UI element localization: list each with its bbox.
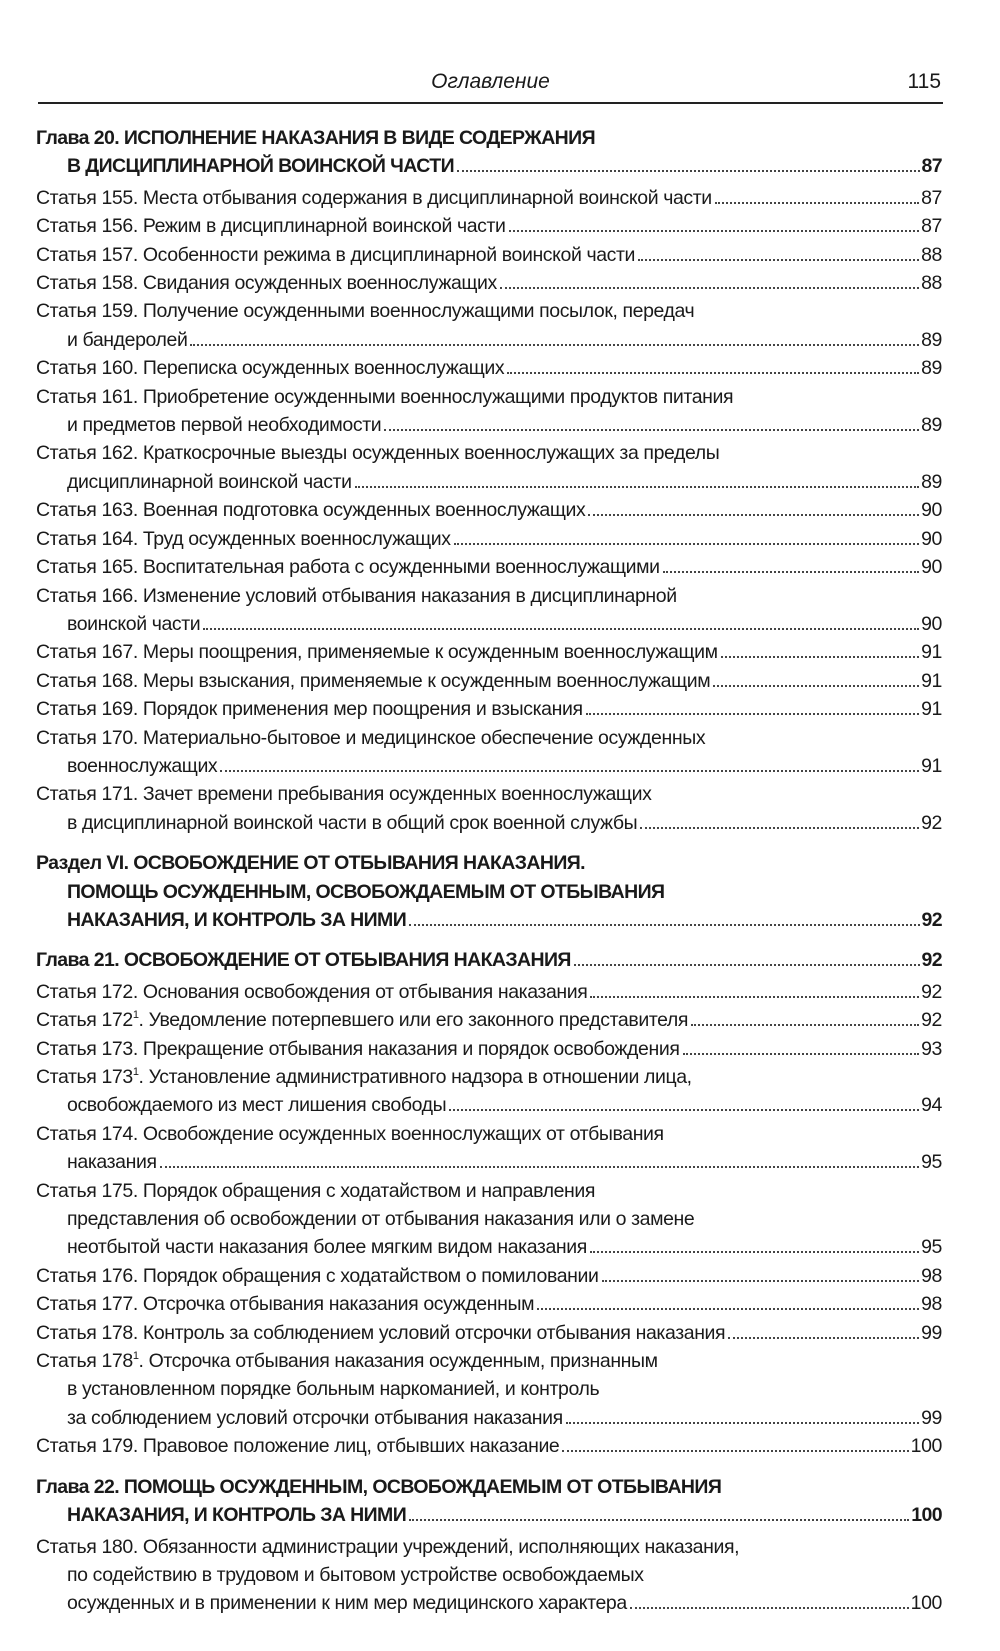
entry-page-number: 92 bbox=[921, 949, 942, 972]
dot-leader bbox=[590, 1251, 919, 1253]
toc-article-entry bbox=[36, 1533, 942, 1618]
entry-text bbox=[36, 439, 719, 467]
entry-text bbox=[67, 468, 352, 496]
toc-article-entry bbox=[36, 1063, 942, 1120]
entry-title: В ДИСЦИПЛИНАРНОЙ ВОИНСКОЙ ЧАСТИ bbox=[67, 155, 454, 178]
toc-line bbox=[36, 1589, 942, 1617]
toc-line bbox=[36, 1262, 942, 1290]
toc-line bbox=[36, 978, 942, 1006]
toc-line bbox=[36, 638, 942, 666]
toc-line bbox=[36, 383, 942, 411]
entry-title: . Получение осужденными военнослужащими посылок, передач bbox=[132, 300, 695, 323]
running-header bbox=[38, 66, 943, 104]
article-number: Статья 157 bbox=[36, 243, 133, 266]
toc-article-entry bbox=[36, 638, 942, 666]
entry-text bbox=[36, 946, 571, 974]
entry-text bbox=[36, 241, 635, 269]
entry-page-number: 99 bbox=[921, 1321, 942, 1344]
toc-line bbox=[36, 124, 942, 152]
dot-leader bbox=[220, 770, 919, 772]
toc-line bbox=[36, 184, 942, 212]
toc-article-entry bbox=[36, 184, 942, 212]
entry-text bbox=[36, 354, 504, 382]
toc-article-entry bbox=[36, 297, 942, 354]
article-number: Статья 173 bbox=[36, 1066, 133, 1088]
toc-article-entry bbox=[36, 553, 942, 581]
entry-page-number: 90 bbox=[921, 499, 942, 522]
toc-line bbox=[36, 695, 942, 723]
toc-line bbox=[36, 354, 942, 382]
toc-line bbox=[36, 809, 942, 837]
entry-text bbox=[36, 780, 651, 808]
toc-line bbox=[36, 1290, 942, 1318]
entry-title: в дисциплинарной воинской части в общий срок военной службы bbox=[67, 811, 638, 834]
entry-text bbox=[36, 1262, 599, 1290]
entry-title: . Режим в дисциплинарной воинской части bbox=[132, 215, 506, 238]
entry-text bbox=[67, 906, 406, 934]
entry-text bbox=[36, 1347, 658, 1375]
entry-title: . Установление административного надзора в отношении лица, bbox=[138, 1066, 692, 1088]
toc-line bbox=[36, 1006, 942, 1034]
entry-text bbox=[36, 978, 587, 1006]
article-number: Статья 167 bbox=[36, 641, 133, 664]
toc-line bbox=[36, 1063, 942, 1091]
entry-page-number: 91 bbox=[921, 698, 942, 721]
entry-title: в установленном порядке больным наркоманией, и контроль bbox=[67, 1378, 600, 1401]
article-number: Статья 170 bbox=[36, 726, 133, 749]
entry-text bbox=[67, 610, 200, 638]
dot-leader bbox=[640, 827, 919, 829]
entry-title: . Военная подготовка осужденных военнослужащих bbox=[132, 499, 586, 522]
toc-article-entry bbox=[36, 1006, 942, 1034]
entry-page-number: 87 bbox=[921, 215, 942, 238]
entry-text bbox=[67, 752, 217, 780]
entry-title: . Материально-бытовое и медицинское обеспечение осужденных bbox=[132, 726, 706, 749]
dot-leader bbox=[574, 964, 920, 966]
toc-line bbox=[36, 1148, 942, 1176]
toc-article-entry bbox=[36, 269, 942, 297]
entry-title: . Краткосрочные выезды осужденных военнослужащих за пределы bbox=[132, 442, 720, 465]
entry-title: и предметов первой необходимости bbox=[67, 414, 382, 437]
entry-text bbox=[36, 724, 705, 752]
entry-title: дисциплинарной воинской части bbox=[67, 470, 352, 493]
entry-title: осужденных и в применении к ним мер медицинского характера bbox=[67, 1592, 627, 1615]
toc-line bbox=[36, 1501, 942, 1529]
toc-line bbox=[36, 411, 942, 439]
entry-text bbox=[36, 525, 451, 553]
entry-title: . Приобретение осужденными военнослужащими продуктов питания bbox=[132, 385, 734, 408]
entry-page-number: 94 bbox=[921, 1094, 942, 1117]
entry-text bbox=[67, 878, 664, 906]
entry-title: . Основания освобождения от отбывания наказания bbox=[132, 980, 588, 1003]
toc-article-entry bbox=[36, 780, 942, 837]
article-number: Статья 180 bbox=[36, 1535, 133, 1558]
dot-leader bbox=[190, 344, 919, 346]
entry-text bbox=[36, 496, 585, 524]
entry-title: Глава 22. ПОМОЩЬ ОСУЖДЕННЫМ, ОСВОБОЖДАЕМЫМ ОТ ОТБЫВАНИЯ bbox=[36, 1475, 722, 1498]
article-number: Статья 159 bbox=[36, 300, 133, 323]
entry-title: . Изменение условий отбывания наказания в дисциплинарной bbox=[132, 584, 677, 607]
entry-text bbox=[36, 849, 585, 877]
toc-line bbox=[36, 1233, 942, 1261]
article-number: Статья 162 bbox=[36, 442, 133, 465]
toc-article-entry bbox=[36, 525, 942, 553]
entry-title: воинской части bbox=[67, 612, 201, 635]
toc-line bbox=[36, 1177, 942, 1205]
entry-title: . Труд осужденных военнослужащих bbox=[132, 527, 451, 550]
entry-text bbox=[36, 269, 497, 297]
entry-text bbox=[36, 1177, 595, 1205]
article-number: Статья 164 bbox=[36, 527, 133, 550]
article-number: Статья 156 bbox=[36, 215, 133, 238]
dot-leader bbox=[602, 1280, 920, 1282]
article-number: Статья 155 bbox=[36, 186, 133, 209]
entry-page-number: 88 bbox=[921, 272, 942, 295]
toc-line bbox=[36, 1091, 942, 1119]
dot-leader bbox=[454, 543, 919, 545]
entry-page-number: 91 bbox=[921, 669, 942, 692]
toc-article-entry bbox=[36, 241, 942, 269]
entry-text bbox=[36, 297, 694, 325]
entry-text bbox=[36, 667, 710, 695]
article-number: Статья 160 bbox=[36, 357, 133, 380]
dot-leader bbox=[562, 1450, 908, 1452]
toc-line bbox=[36, 752, 942, 780]
dot-leader bbox=[355, 486, 920, 488]
entry-title: . Отсрочка отбывания наказания осужденным, признанным bbox=[138, 1350, 658, 1373]
toc-article-entry bbox=[36, 1035, 942, 1063]
entry-title: . Особенности режима в дисциплинарной воинской части bbox=[132, 243, 636, 266]
entry-text bbox=[36, 124, 595, 152]
entry-text bbox=[67, 1561, 644, 1589]
toc-line bbox=[36, 1347, 942, 1375]
toc-line bbox=[36, 1561, 942, 1589]
entry-title: . Меры поощрения, применяемые к осужденным военнослужащим bbox=[132, 641, 718, 664]
toc-line bbox=[36, 1319, 942, 1347]
entry-title: . Порядок обращения с ходатайством о помиловании bbox=[132, 1264, 599, 1287]
toc-line bbox=[36, 326, 942, 354]
article-number: Статья 173 bbox=[36, 1037, 133, 1060]
toc-line bbox=[36, 946, 942, 974]
entry-text bbox=[67, 1589, 627, 1617]
entry-text bbox=[67, 1233, 587, 1261]
article-number: Статья 163 bbox=[36, 499, 133, 522]
toc-article-entry bbox=[36, 1262, 942, 1290]
entry-title: Глава 20. ИСПОЛНЕНИЕ НАКАЗАНИЯ В ВИДЕ СОДЕРЖАНИЯ bbox=[36, 127, 595, 149]
article-number: Статья 178 bbox=[36, 1321, 133, 1344]
toc-line bbox=[36, 1533, 942, 1561]
entry-title: . Свидания осужденных военнослужащих bbox=[132, 272, 497, 295]
toc-article-entry bbox=[36, 695, 942, 723]
toc-heading bbox=[36, 124, 942, 181]
entry-title: . Обязанности администрации учреждений, исполняющих наказания, bbox=[132, 1535, 740, 1558]
toc-line bbox=[36, 724, 942, 752]
entry-page-number: 89 bbox=[921, 470, 942, 493]
toc-line bbox=[36, 525, 942, 553]
article-superscript: 1 bbox=[132, 1009, 139, 1022]
dot-leader bbox=[586, 713, 920, 715]
article-number: Статья 161 bbox=[36, 385, 133, 408]
toc-line bbox=[36, 241, 942, 269]
entry-text bbox=[36, 695, 583, 723]
entry-title: Раздел VI. ОСВОБОЖДЕНИЕ ОТ ОТБЫВАНИЯ НАКАЗАНИЯ. bbox=[36, 852, 585, 875]
article-number: Статья 158 bbox=[36, 272, 133, 295]
entry-page-number: 100 bbox=[910, 1592, 942, 1615]
toc-line bbox=[36, 1205, 942, 1233]
dot-leader bbox=[728, 1337, 919, 1339]
entry-title: Глава 21. ОСВОБОЖДЕНИЕ ОТ ОТБЫВАНИЯ НАКАЗАНИЯ bbox=[36, 949, 571, 972]
table-of-contents bbox=[36, 124, 942, 1618]
entry-text bbox=[36, 1006, 688, 1034]
entry-page-number: 89 bbox=[921, 328, 942, 351]
toc-article-entry bbox=[36, 1290, 942, 1318]
entry-text bbox=[36, 1120, 664, 1148]
entry-title: военнослужащих bbox=[67, 754, 218, 777]
toc-article-entry bbox=[36, 496, 942, 524]
article-number: Статья 179 bbox=[36, 1435, 133, 1458]
entry-text bbox=[36, 212, 506, 240]
entry-title: НАКАЗАНИЯ, И КОНТРОЛЬ ЗА НИМИ bbox=[67, 908, 407, 931]
dot-leader bbox=[160, 1166, 920, 1168]
entry-title: освобождаемого из мест лишения свободы bbox=[67, 1094, 447, 1117]
entry-text bbox=[67, 809, 637, 837]
toc-article-entry bbox=[36, 439, 942, 496]
article-number: Статья 178 bbox=[36, 1350, 133, 1373]
entry-text bbox=[36, 582, 677, 610]
entry-page-number: 98 bbox=[921, 1264, 942, 1287]
toc-line bbox=[36, 906, 942, 934]
toc-line bbox=[36, 297, 942, 325]
article-number: Статья 168 bbox=[36, 669, 133, 692]
entry-title: и бандеролей bbox=[67, 328, 188, 351]
article-number: Статья 171 bbox=[36, 783, 133, 806]
entry-text bbox=[36, 553, 660, 581]
toc-article-entry bbox=[36, 978, 942, 1006]
article-number: Статья 166 bbox=[36, 584, 133, 607]
article-number: Статья 172 bbox=[36, 980, 133, 1003]
dot-leader bbox=[457, 170, 920, 172]
toc-article-entry bbox=[36, 1319, 942, 1347]
entry-text bbox=[67, 1501, 406, 1529]
entry-page-number: 99 bbox=[921, 1406, 942, 1429]
entry-text bbox=[67, 1375, 599, 1403]
entry-text bbox=[67, 1091, 446, 1119]
toc-line bbox=[36, 152, 942, 180]
entry-title: . Переписка осужденных военнослужащих bbox=[132, 357, 505, 380]
entry-title: ПОМОЩЬ ОСУЖДЕННЫМ, ОСВОБОЖДАЕМЫМ ОТ ОТБЫВАНИЯ bbox=[67, 880, 665, 903]
dot-leader bbox=[721, 656, 920, 658]
entry-page-number: 90 bbox=[921, 556, 942, 579]
entry-text bbox=[36, 1432, 559, 1460]
entry-text bbox=[36, 638, 718, 666]
entry-title: . Порядок обращения с ходатайством и направления bbox=[132, 1179, 596, 1202]
toc-article-entry bbox=[36, 1347, 942, 1432]
entry-page-number: 92 bbox=[921, 980, 942, 1003]
dot-leader bbox=[500, 287, 919, 289]
entry-title: . Порядок применения мер поощрения и взыскания bbox=[132, 698, 583, 721]
entry-page-number: 87 bbox=[921, 186, 942, 209]
toc-heading bbox=[36, 849, 942, 934]
toc-article-entry bbox=[36, 1177, 942, 1262]
entry-page-number: 88 bbox=[921, 243, 942, 266]
dot-leader bbox=[537, 1308, 919, 1310]
article-number: Статья 174 bbox=[36, 1122, 133, 1145]
toc-article-entry bbox=[36, 724, 942, 781]
toc-line bbox=[36, 439, 942, 467]
entry-page-number: 92 bbox=[921, 811, 942, 834]
entry-title: . Воспитательная работа с осужденными военнослужащими bbox=[132, 556, 660, 579]
entry-title: наказания bbox=[67, 1151, 157, 1174]
article-number: Статья 177 bbox=[36, 1293, 133, 1316]
entry-title: за соблюдением условий отсрочки отбывания наказания bbox=[67, 1406, 563, 1429]
entry-page-number: 89 bbox=[921, 414, 942, 437]
toc-line bbox=[36, 1375, 942, 1403]
entry-page-number: 91 bbox=[921, 754, 942, 777]
article-number: Статья 169 bbox=[36, 698, 133, 721]
dot-leader bbox=[713, 685, 919, 687]
entry-page-number: 100 bbox=[911, 1504, 942, 1527]
entry-text bbox=[36, 383, 733, 411]
toc-line bbox=[36, 1404, 942, 1432]
dot-leader bbox=[590, 996, 919, 998]
entry-page-number: 87 bbox=[921, 155, 942, 178]
toc-line bbox=[36, 1432, 942, 1460]
entry-page-number: 90 bbox=[921, 527, 942, 550]
entry-title: . Контроль за соблюдением условий отсрочки отбывания наказания bbox=[132, 1321, 726, 1344]
entry-page-number: 92 bbox=[921, 1009, 942, 1032]
toc-article-entry bbox=[36, 383, 942, 440]
dot-leader bbox=[507, 372, 919, 374]
article-number: Статья 172 bbox=[36, 1009, 133, 1032]
dot-leader bbox=[409, 924, 919, 926]
dot-leader bbox=[638, 259, 919, 261]
toc-line bbox=[36, 1120, 942, 1148]
entry-title: . Меры взыскания, применяемые к осужденным военнослужащим bbox=[132, 669, 711, 692]
dot-leader bbox=[384, 429, 919, 431]
dot-leader bbox=[409, 1519, 909, 1521]
toc-heading bbox=[36, 1473, 942, 1530]
entry-text bbox=[67, 1148, 157, 1176]
entry-page-number: 90 bbox=[921, 612, 942, 635]
article-number: Статья 176 bbox=[36, 1264, 133, 1287]
article-superscript: 1 bbox=[132, 1350, 139, 1363]
toc-article-entry bbox=[36, 212, 942, 240]
entry-page-number: 98 bbox=[921, 1293, 942, 1316]
entry-title: . Места отбывания содержания в дисциплинарной воинской части bbox=[132, 186, 712, 209]
dot-leader bbox=[715, 202, 919, 204]
dot-leader bbox=[203, 628, 919, 630]
toc-line bbox=[36, 212, 942, 240]
toc-line bbox=[36, 1473, 942, 1501]
article-superscript: 1 bbox=[132, 1066, 139, 1078]
entry-page-number: 95 bbox=[921, 1236, 942, 1259]
dot-leader bbox=[663, 571, 919, 573]
dot-leader bbox=[630, 1607, 909, 1609]
entry-title: . Зачет времени пребывания осужденных военнослужащих bbox=[132, 783, 652, 806]
dot-leader bbox=[509, 230, 920, 232]
entry-text bbox=[36, 1290, 534, 1318]
toc-article-entry bbox=[36, 667, 942, 695]
entry-title: . Уведомление потерпевшего или его законного представителя bbox=[138, 1009, 689, 1032]
dot-leader bbox=[449, 1109, 919, 1111]
entry-text bbox=[67, 1205, 694, 1233]
toc-article-entry bbox=[36, 1432, 942, 1460]
entry-text bbox=[36, 1319, 725, 1347]
entry-page-number: 92 bbox=[921, 908, 942, 931]
article-number: Статья 175 bbox=[36, 1179, 133, 1202]
toc-line bbox=[36, 780, 942, 808]
entry-text bbox=[36, 184, 712, 212]
article-number: Статья 165 bbox=[36, 556, 133, 579]
toc-line bbox=[36, 878, 942, 906]
toc-line bbox=[36, 667, 942, 695]
entry-text bbox=[67, 326, 187, 354]
toc-line bbox=[36, 496, 942, 524]
entry-title: неотбытой части наказания более мягким видом наказания bbox=[67, 1236, 587, 1259]
toc-line bbox=[36, 553, 942, 581]
dot-leader bbox=[566, 1422, 919, 1424]
entry-page-number: 100 bbox=[910, 1435, 942, 1458]
entry-text bbox=[67, 411, 381, 439]
dot-leader bbox=[588, 514, 919, 516]
toc-line bbox=[36, 582, 942, 610]
page-number: 115 bbox=[907, 70, 941, 93]
entry-title: . Отсрочка отбывания наказания осужденным bbox=[132, 1293, 535, 1316]
toc-line bbox=[36, 1035, 942, 1063]
entry-title: . Правовое положение лиц, отбывших наказание bbox=[132, 1435, 560, 1458]
toc-article-entry bbox=[36, 1120, 942, 1177]
toc-article-entry bbox=[36, 582, 942, 639]
dot-leader bbox=[683, 1053, 920, 1055]
toc-line bbox=[36, 269, 942, 297]
toc-line bbox=[36, 610, 942, 638]
running-title: Оглавление bbox=[431, 70, 550, 93]
entry-text bbox=[36, 1063, 692, 1091]
entry-page-number: 93 bbox=[921, 1037, 942, 1060]
entry-title: . Освобождение осужденных военнослужащих от отбывания bbox=[132, 1122, 664, 1145]
toc-line bbox=[36, 468, 942, 496]
entry-title: по содействию в трудовом и бытовом устройстве освобождаемых bbox=[67, 1563, 644, 1586]
entry-text bbox=[36, 1533, 739, 1561]
entry-page-number: 89 bbox=[921, 357, 942, 380]
entry-page-number: 95 bbox=[921, 1151, 942, 1174]
entry-text bbox=[67, 1404, 563, 1432]
entry-text bbox=[36, 1035, 680, 1063]
toc-article-entry bbox=[36, 354, 942, 382]
entry-title: представления об освобождении от отбывания наказания или о замене bbox=[67, 1208, 695, 1231]
toc-heading bbox=[36, 946, 942, 974]
entry-text bbox=[36, 1473, 721, 1501]
entry-page-number: 91 bbox=[921, 641, 942, 664]
entry-text bbox=[67, 152, 454, 180]
entry-title: . Прекращение отбывания наказания и порядок освобождения bbox=[132, 1037, 680, 1060]
entry-title: НАКАЗАНИЯ, И КОНТРОЛЬ ЗА НИМИ bbox=[67, 1504, 407, 1527]
toc-line bbox=[36, 849, 942, 877]
dot-leader bbox=[691, 1024, 919, 1026]
